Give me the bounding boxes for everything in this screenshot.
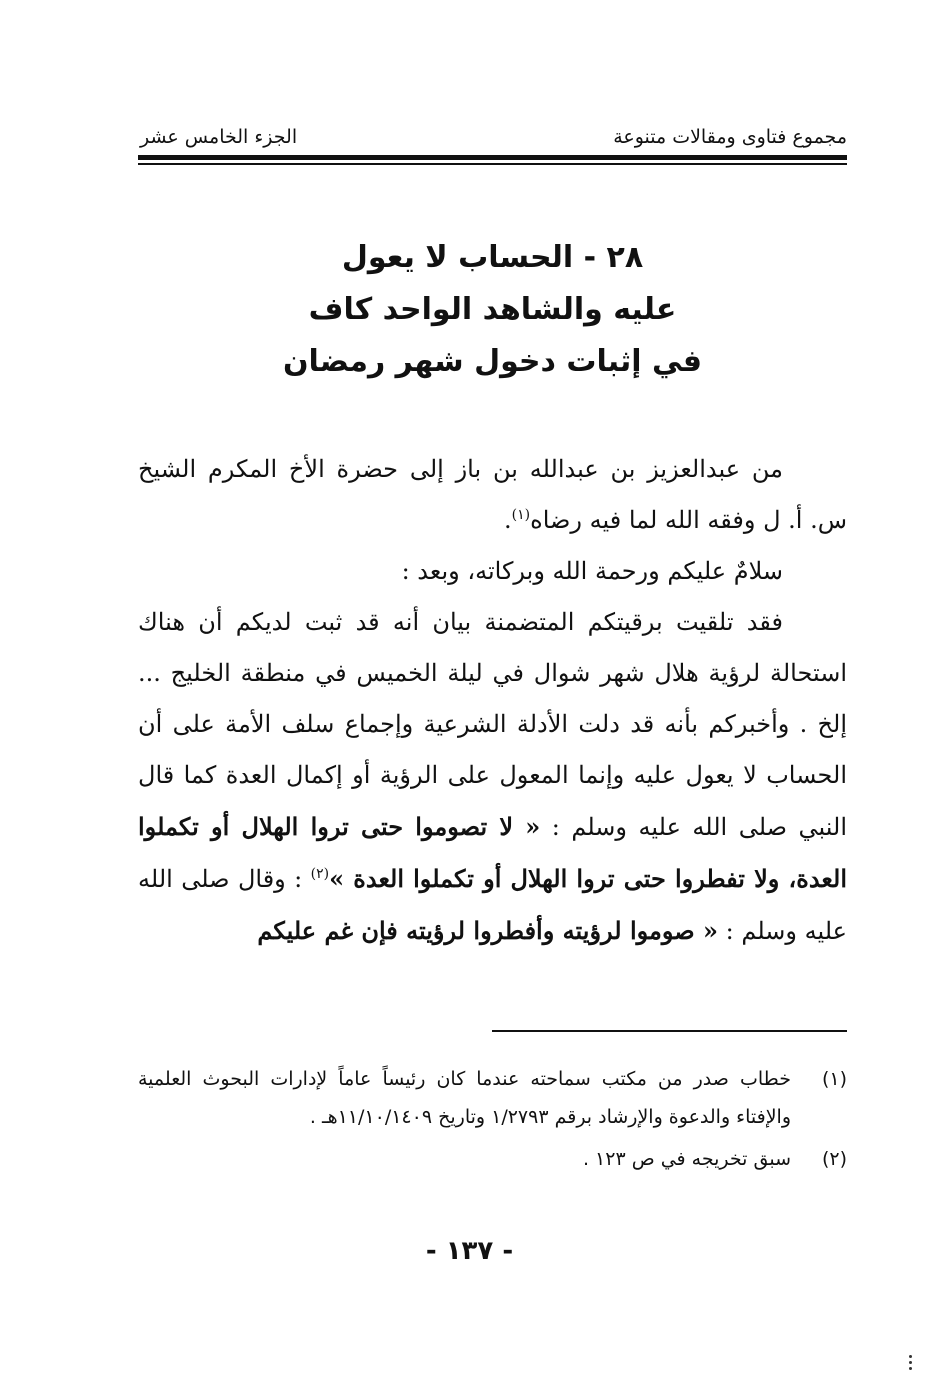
page-number: - ١٣٧ - [425, 1236, 514, 1266]
header-rule-thick [138, 155, 847, 160]
footnote-text: سبق تخريجه في ص ١٢٣ . [582, 1148, 791, 1170]
title-line-2: عليه والشاهد الواحد كاف [308, 292, 677, 327]
hadith-quote-1: « لا تصوموا حتى تروا الهلال أو تكملوا العدة، ولا تفطروا حتى تروا الهلال أو تكملوا العدة » [138, 812, 847, 893]
paragraph-text: : وقال صلى الله عليه وسلم : [138, 865, 847, 945]
footnote-2 [138, 1140, 847, 1178]
footnote-number: (٢) [821, 1148, 847, 1170]
paragraph-text: من عبدالعزيز بن عبدالله بن باز إلى حضرة الأخ المكرم الشيخ س. أ. ل وفقه الله لما فيه رضاه [138, 455, 847, 534]
paragraph-salutation [138, 444, 847, 546]
paragraph-greeting: سلامٌ عليكم ورحمة الله وبركاته، وبعد : [401, 557, 783, 585]
scan-speck [905, 1352, 915, 1378]
footnote-ref-1: (١) [511, 507, 531, 523]
book-title: مجموع فتاوى ومقالات متنوعة [613, 126, 847, 148]
paragraph-end: . [504, 506, 512, 534]
article-title [138, 232, 847, 388]
header-rule-thin [138, 163, 847, 165]
body-text [138, 444, 847, 957]
paragraph-text: فقد تلقيت برقيتكم المتضمنة بيان أنه قد ثبت لديكم أن هناك استحالة لرؤية هلال شهر شوال في ليلة الخميس في منطقة الخليج ... إلخ . وأخبركم بأنه قد دلت الأدلة الشرعية وإجماع سلف الأمة على أن الحساب لا يعول عليه وإنما المعول على الرؤية أو إكمال العدة كما قال النبي صلى الله عليه وسلم : [138, 608, 847, 841]
footnote-ref-2: (٢) [310, 866, 330, 882]
footnote-number: (١) [821, 1068, 847, 1090]
title-line-1: ٢٨ - الحساب لا يعول [341, 240, 644, 275]
volume-label: الجزء الخامس عشر [140, 126, 298, 148]
running-header [140, 118, 847, 148]
title-line-3: في إثبات دخول شهر رمضان [282, 344, 703, 379]
footnote-text: خطاب صدر من مكتب سماحته عندما كان رئيساً عاماً لإدارات البحوث العلمية والإفتاء والدعوة والإرشاد برقم ١/٢٧٩٣ وتاريخ ١١/١٠/١٤٠٩هـ . [138, 1068, 791, 1128]
footnotes [138, 1060, 847, 1182]
footnote-1 [138, 1060, 847, 1136]
hadith-quote-2: « صوموا لرؤيته وأفطروا لرؤيته فإن غم عليكم [257, 916, 719, 945]
footnote-separator [492, 1030, 847, 1032]
paragraph-main [138, 597, 847, 957]
